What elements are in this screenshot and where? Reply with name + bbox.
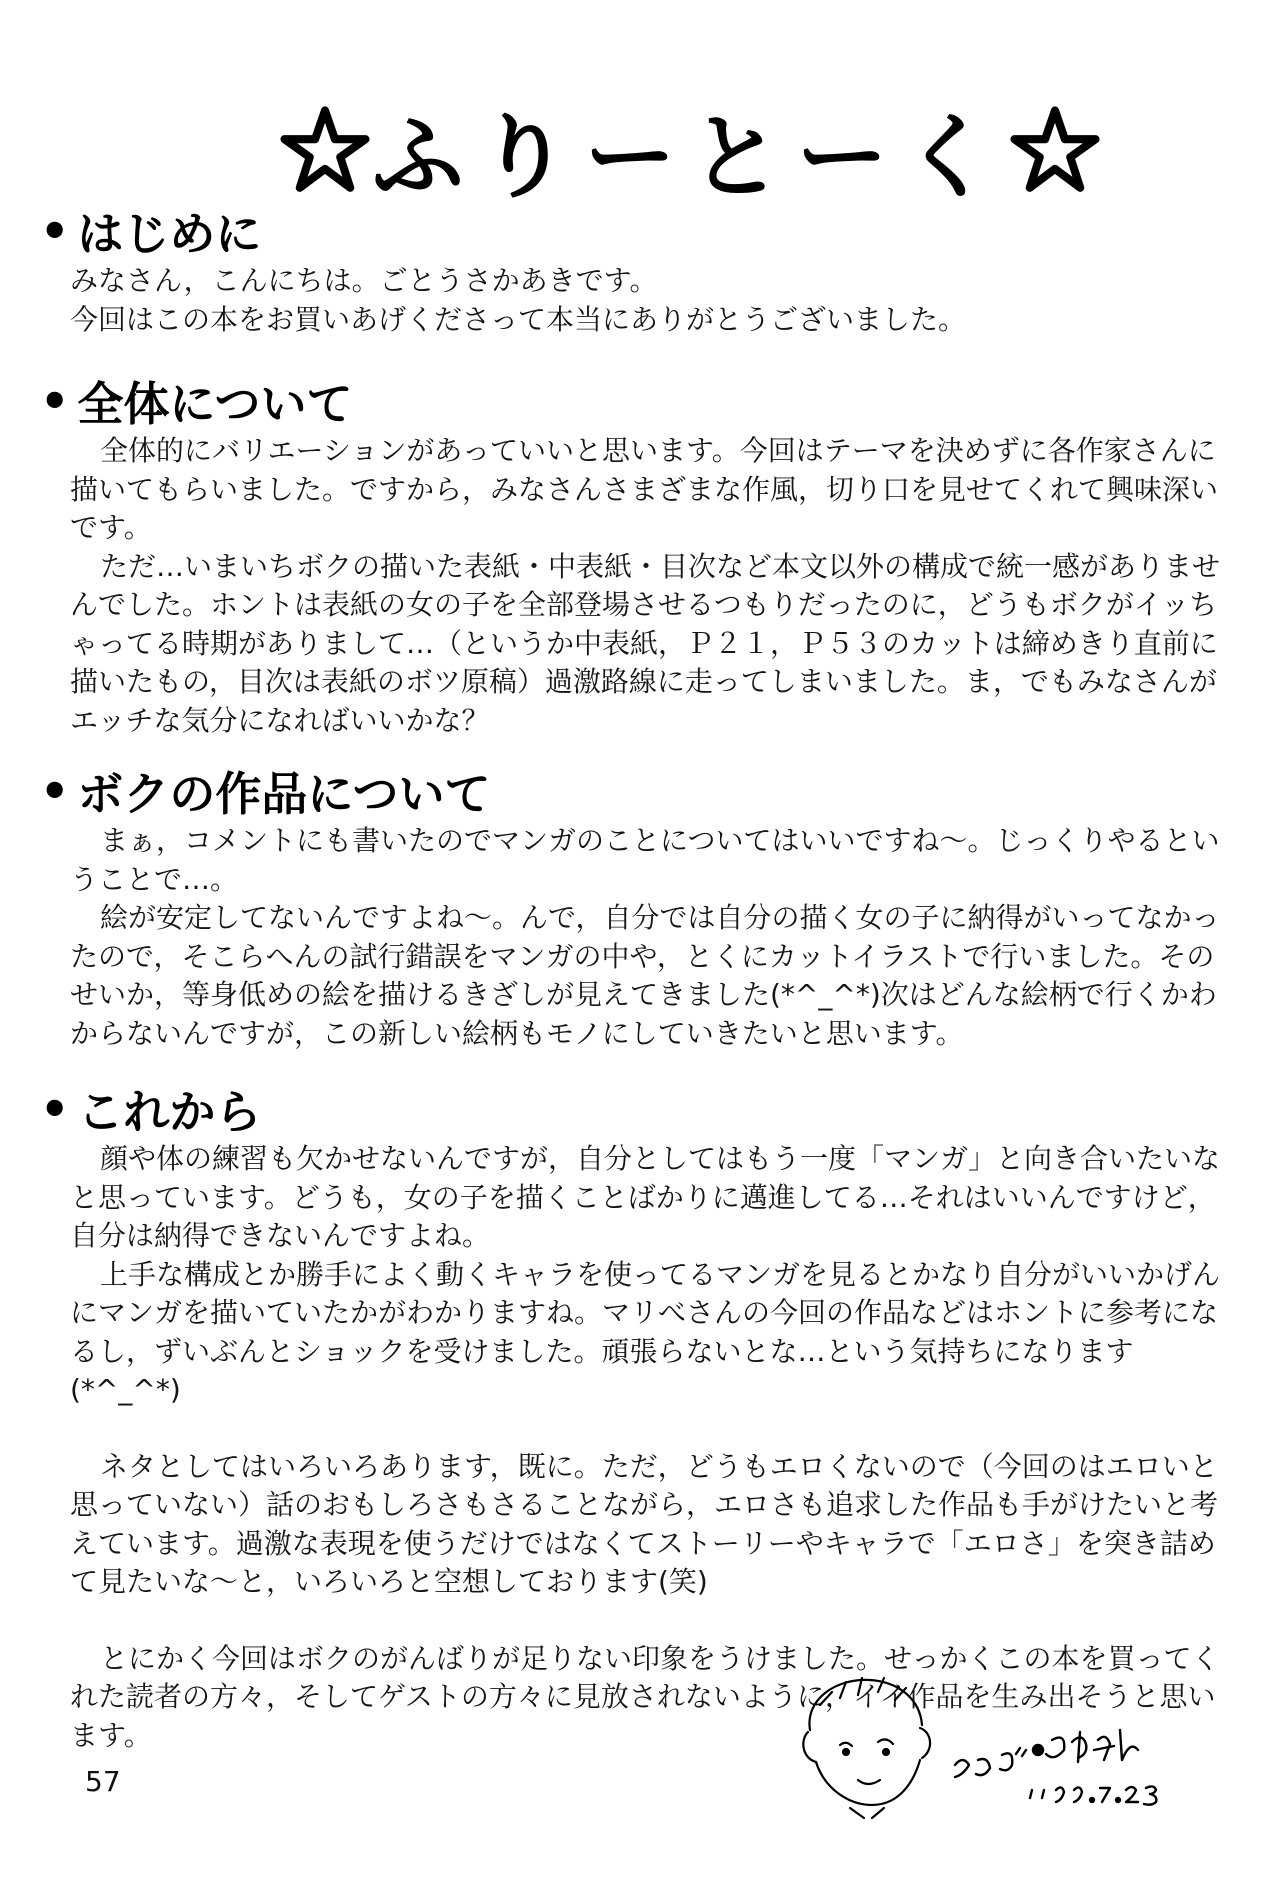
bullet-icon: • <box>40 374 70 428</box>
section-heading <box>40 200 1240 262</box>
section-heading-text: ボクの作品について <box>77 767 491 821</box>
paragraph: 今回はこの本をお買いあげくださって本当にありがとうございました。 <box>70 302 967 336</box>
paragraph: ネタとしてはいろいろあります，既に。ただ，どうもエロくないので（今回のはエロいと思っていない）話のおもしろさもさることながら，エロさも追求した作品も手がけたいと考えています。過激な表現を使うだけではなくてストーリーやキャラで「エロさ」を突き詰めて見たいな～と，いろいろと空想しております(笑) <box>70 1449 1219 1598</box>
star-icon <box>280 105 370 195</box>
star-icon <box>1010 105 1100 195</box>
section-heading-text: 全体について <box>77 377 353 431</box>
section-my-work <box>40 760 1240 1053</box>
paragraph: まぁ，コメントにも書いたのでマンガのことについてはいいですね～。じっくりやるということで…。 <box>70 824 1220 896</box>
page-title <box>280 95 1100 211</box>
paragraph: 全体的にバリエーションがあっていいと思います。今回はテーマを決めずに各作家さんに描いてもらいました。ですから，みなさんさまざまな作風，切り口を見せてくれて興味深いです。 <box>70 434 1219 544</box>
title-text: ふりーとーく <box>371 104 1008 211</box>
section-heading-text: これから <box>77 1085 262 1139</box>
spacer <box>40 1410 1240 1448</box>
section-overall <box>40 370 1240 740</box>
paragraph: とにかく今回はボクのがんばりが足りない印象をうけました。せっかくこの本を買ってくれた読者の方々，そしてゲストの方々に見放されないように，イイ作品を生み出そうと思います。 <box>70 1641 1220 1752</box>
section-heading <box>40 760 1240 822</box>
section-intro <box>40 200 1240 339</box>
paragraph: ただ…いまいちボクの描いた表紙・中表紙・目次など本文以外の構成で統一感がありませんでした。ホントは表紙の女の子を全部登場させるつもりだったのに，どうもボクがイッちゃってる時期がありまして…（というか中表紙，Ｐ２１，Ｐ５３のカットは締めきり直前に描いたもの，目次は表紙のボツ原稿）過激路線に走ってしまいました。ま，でもみなさんがエッチな気分になればいいかな？ <box>70 549 1221 737</box>
paragraph: 絵が安定してないんですよね～。んで，自分では自分の描く女の子に納得がいってなかったので，そこらへんの試行錯誤をマンガの中や，とくにカットイラストで行いました。そのせいか，等身低めの絵を描けるきざしが見えてきました(*^_^*)次はどんな絵柄で行くかわからないんですが，この新しい絵柄もモノにしていきたいと思います。 <box>70 901 1220 1050</box>
bullet-icon: • <box>40 764 70 818</box>
paragraph: 顔や体の練習も欠かせないんですが，自分としてはもう一度「マンガ」と向き合いたいなと思っています。どうも，女の子を描くことばかりに邁進してる…それはいいんですけど，自分は納得できないんですよね。 <box>70 1142 1221 1252</box>
bullet-icon: • <box>40 204 70 258</box>
spacer <box>40 1602 1240 1640</box>
paragraph: みなさん，こんにちは。ごとうさかあきです。 <box>70 264 658 297</box>
section-heading-text: はじめに <box>77 207 262 261</box>
bullet-icon: • <box>40 1082 70 1136</box>
page-number: 57 <box>85 1765 121 1798</box>
signature-sketch <box>780 1670 1190 1820</box>
section-heading <box>40 370 1240 432</box>
section-future <box>40 1078 1240 1755</box>
section-heading <box>40 1078 1240 1140</box>
paragraph: 上手な構成とか勝手によく動くキャラを使ってるマンガを見るとかなり自分がいいかげんにマンガを描いていたかがわかりますね。マリべさんの今回の作品などはホントに参考になるし，ずいぶんとショックを受けました。頑張らないとな…という気持ちになります(*^_^*) <box>70 1257 1221 1406</box>
